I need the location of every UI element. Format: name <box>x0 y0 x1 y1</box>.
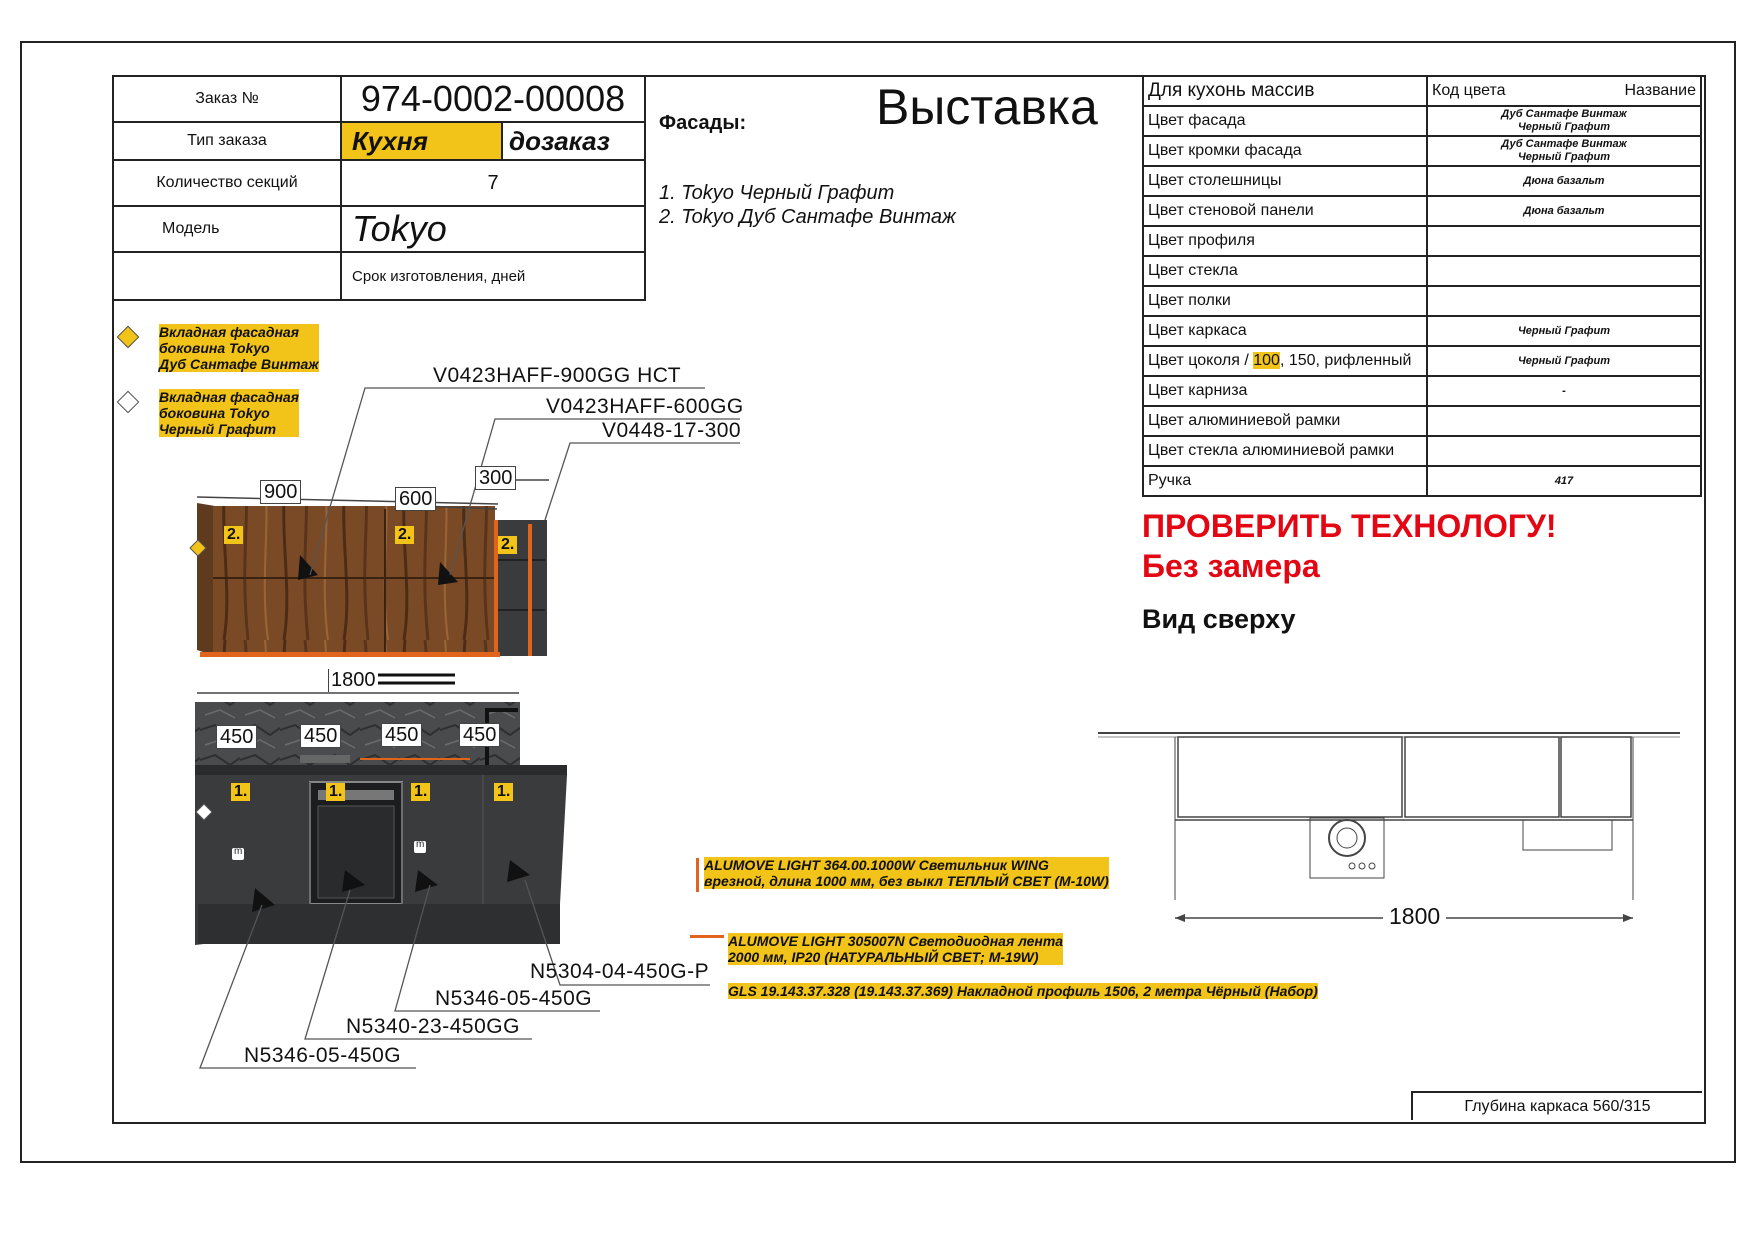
color-row-label: Цвет алюминиевой рамки <box>1143 406 1427 436</box>
dim-450-1: 450 <box>216 725 257 749</box>
facade-item: 2. Tokyo Дуб Сантафе Винтаж <box>659 206 956 228</box>
tag-facade-1: 1. <box>411 783 430 801</box>
label-part: Цвет цоколя / <box>1148 352 1254 369</box>
color-row-value: - <box>1427 376 1701 406</box>
order-number: 974-0002-00008 <box>341 76 645 122</box>
tag-facade-2: 2. <box>224 526 243 544</box>
label-highlight: 100 <box>1253 352 1280 369</box>
dim-300: 300 <box>475 466 516 490</box>
top-view-label: Вид сверху <box>1142 604 1296 634</box>
countertop <box>195 765 567 775</box>
dim-450-4: 450 <box>459 723 500 747</box>
facades-label: Фасады: <box>659 112 747 134</box>
tag-facade-2: 2. <box>498 536 517 554</box>
type-extra: дозаказ <box>502 122 645 160</box>
marker-m: m <box>234 846 243 857</box>
legend-item-oak: Вкладная фасадная боковина Tokyo Дуб Сантафе Винтаж <box>159 324 319 372</box>
sections-label: Количество секций <box>113 160 341 206</box>
dim-900: 900 <box>260 480 301 504</box>
code-header: Код цвета <box>1432 82 1506 99</box>
lighting-profile: GLS 19.143.37.328 (19.143.37.369) Накладной профиль 1506, 2 метра Чёрный (Набор) <box>728 983 1318 999</box>
color-row-label: Цвет профиля <box>1143 226 1427 256</box>
code-lower-1: N5304-04-450G-P <box>530 960 710 983</box>
code-lower-2: N5346-05-450G <box>435 987 593 1010</box>
frame-depth: Глубина каркаса 560/315 <box>1411 1091 1702 1120</box>
color-row-value: Черный Графит <box>1427 316 1701 346</box>
color-row-label: Цвет стекла <box>1143 256 1427 286</box>
color-row-value: Дуб Сантафе Винтаж Черный Графит <box>1427 106 1701 136</box>
lighting-wing: ALUMOVE LIGHT 364.00.1000W Светильник WING врезной, длина 1000 мм, без выкл ТЕПЛЫЙ СВЕТ (М-10W) <box>704 857 1109 889</box>
facades-title: Выставка <box>876 79 1098 135</box>
type-value: Кухня <box>341 122 502 160</box>
color-row-label: Цвет фасада <box>1143 106 1427 136</box>
order-label: Заказ № <box>113 76 341 122</box>
code-upper-300: V0448-17-300 <box>602 419 742 442</box>
color-row-value: Дюна базальт <box>1427 166 1701 196</box>
code-lower-4: N5346-05-450G <box>244 1044 402 1067</box>
color-row-value: 417 <box>1427 466 1701 496</box>
tag-facade-1: 1. <box>231 783 250 801</box>
type-label: Тип заказа <box>113 122 341 160</box>
code-upper-900: V0423HAFF-900GG НСТ <box>433 364 682 387</box>
color-row-label: Цвет каркаса <box>1143 316 1427 346</box>
marker-m: m <box>416 839 425 850</box>
tag-facade-1: 1. <box>326 783 345 801</box>
lighting-strip: ALUMOVE LIGHT 305007N Светодиодная лента 2000 мм, IP20 (НАТУРАЛЬНЫЙ СВЕТ; М-19W) <box>728 933 1064 965</box>
color-row-value: Дюна базальт <box>1427 196 1701 226</box>
color-row-label: Цвет стеновой панели <box>1143 196 1427 226</box>
dim-450-3: 450 <box>381 723 422 747</box>
legend-item-graphite: Вкладная фасадная боковина Tokyo Черный Графит <box>159 389 299 437</box>
color-row-label: Цвет стекла алюминиевой рамки <box>1143 436 1427 466</box>
label-part: , 150, рифленный <box>1279 352 1412 369</box>
upper-side-panel <box>197 503 215 656</box>
color-row-label: Ручка <box>1143 466 1427 496</box>
code-upper-600: V0423HAFF-600GG <box>546 395 744 418</box>
dim-450-2: 450 <box>300 724 341 748</box>
top-view-drawing <box>1098 733 1680 922</box>
model-value: Tokyo <box>341 206 645 252</box>
model-label: Модель <box>113 206 341 252</box>
warning-no-measure: Без замера <box>1142 548 1320 584</box>
color-row-value: Дуб Сантафе Винтаж Черный Графит <box>1427 136 1701 166</box>
color-row-label: Цвет столешницы <box>1143 166 1427 196</box>
facade-item: 1. Tokyo Черный Графит <box>659 182 895 204</box>
tag-facade-2: 2. <box>395 526 414 544</box>
name-header: Название <box>1624 82 1696 99</box>
sections-value: 7 <box>341 160 645 206</box>
tag-facade-1: 1. <box>494 783 513 801</box>
color-row-label: Цвет полки <box>1143 286 1427 316</box>
term-label: Срок изготовления, дней <box>341 252 645 300</box>
colors-header: Для кухонь массив <box>1143 76 1427 106</box>
color-row-value: Черный Графит <box>1427 346 1701 376</box>
warning-check: ПРОВЕРИТЬ ТЕХНОЛОГУ! <box>1142 508 1557 544</box>
color-row-label: Цвет кромки фасада <box>1143 136 1427 166</box>
color-row-label: Цвет карниза <box>1143 376 1427 406</box>
dim-600: 600 <box>395 487 436 511</box>
dim-1800-top-view: 1800 <box>1383 903 1446 930</box>
dim-1800-upper: 1800 <box>328 669 378 692</box>
code-lower-3: N5340-23-450GG <box>346 1015 520 1038</box>
